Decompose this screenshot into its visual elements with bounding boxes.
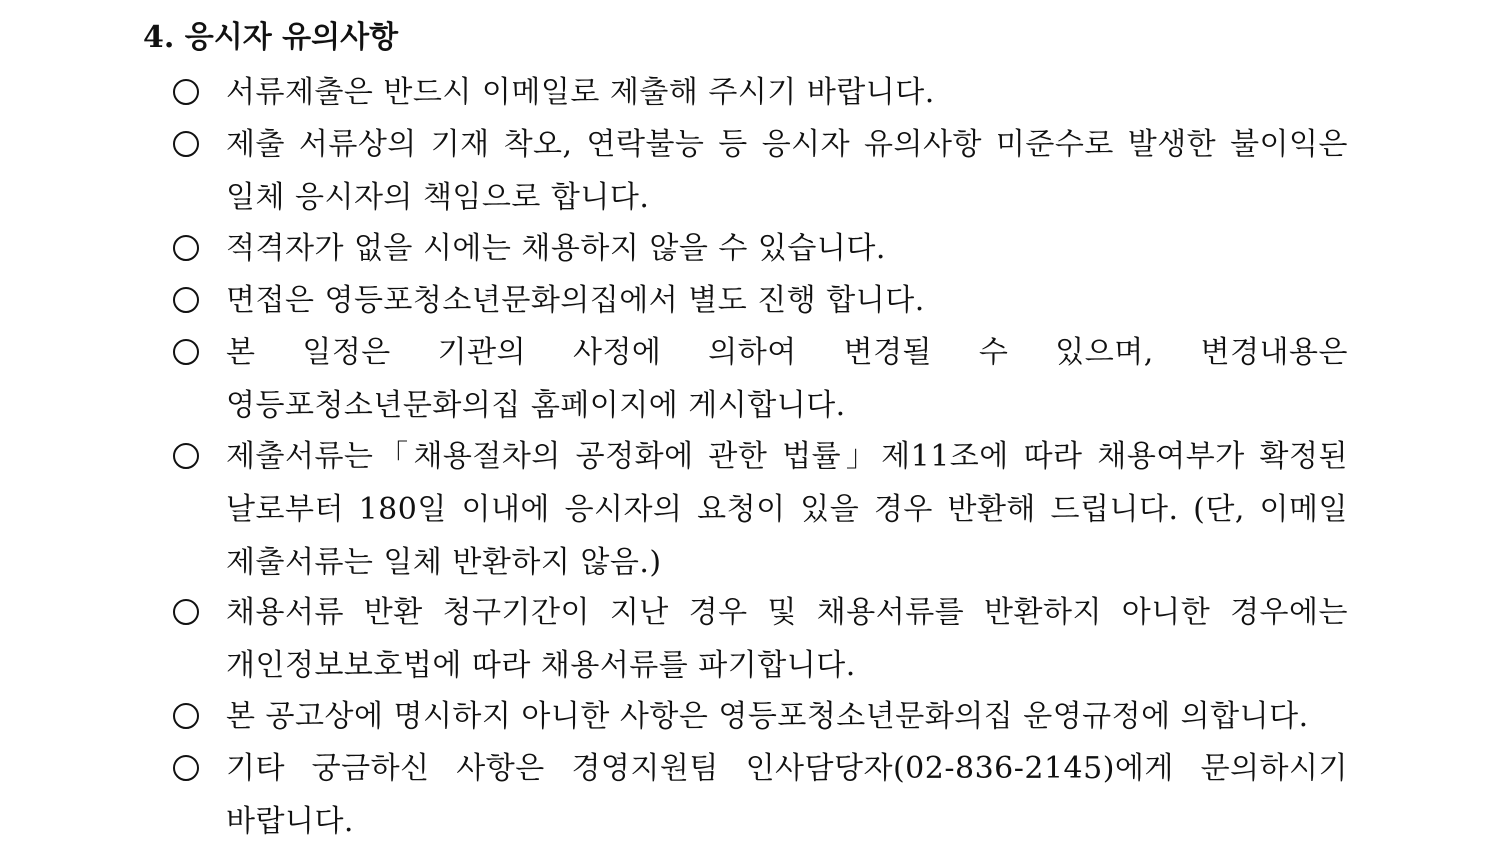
list-item-text: 본 일정은 기관의 사정에 의하여 변경될 수 있으며, 변경내용은 영등포청소년문화의집 홈페이지에 게시합니다. xyxy=(226,335,1348,423)
circle-bullet-icon xyxy=(173,339,199,365)
list-item-text: 제출 서류상의 기재 착오, 연락불능 등 응시자 유의사항 미준수로 발생한 불이익은 일체 응시자의 책임으로 합니다. xyxy=(226,127,1348,215)
circle-bullet-icon xyxy=(173,599,199,625)
circle-bullet-icon xyxy=(173,131,199,157)
circle-bullet-icon xyxy=(173,79,199,105)
list-item-text: 채용서류 반환 청구기간이 지난 경우 및 채용서류를 반환하지 아니한 경우에는 개인정보보호법에 따라 채용서류를 파기합니다. xyxy=(226,595,1348,683)
circle-bullet-icon xyxy=(173,703,199,729)
list-item-text: 면접은 영등포청소년문화의집에서 별도 진행 합니다. xyxy=(226,283,925,318)
list-item-text: 제출서류는「채용절차의 공정화에 관한 법률」제11조에 따라 채용여부가 확정된 날로부터 180일 이내에 응시자의 요청이 있을 경우 반환해 드립니다. (단, 이메일 제출서류는 일체 반환하지 않음.) xyxy=(226,439,1348,580)
section-title: 4. 응시자 유의사항 xyxy=(143,20,399,55)
circle-bullet-icon xyxy=(173,755,199,781)
circle-bullet-icon xyxy=(173,443,199,469)
circle-bullet-icon xyxy=(173,235,199,261)
circle-bullet-icon xyxy=(173,287,199,313)
list-item-text: 기타 궁금하신 사항은 경영지원팀 인사담당자(02-836-2145)에게 문의하시기 바랍니다. xyxy=(226,751,1348,839)
list-item-text: 서류제출은 반드시 이메일로 제출해 주시기 바랍니다. xyxy=(226,75,935,110)
list-item-text: 적격자가 없을 시에는 채용하지 않을 수 있습니다. xyxy=(226,231,886,266)
list-item-text: 본 공고상에 명시하지 아니한 사항은 영등포청소년문화의집 운영규정에 의합니다. xyxy=(226,699,1309,734)
